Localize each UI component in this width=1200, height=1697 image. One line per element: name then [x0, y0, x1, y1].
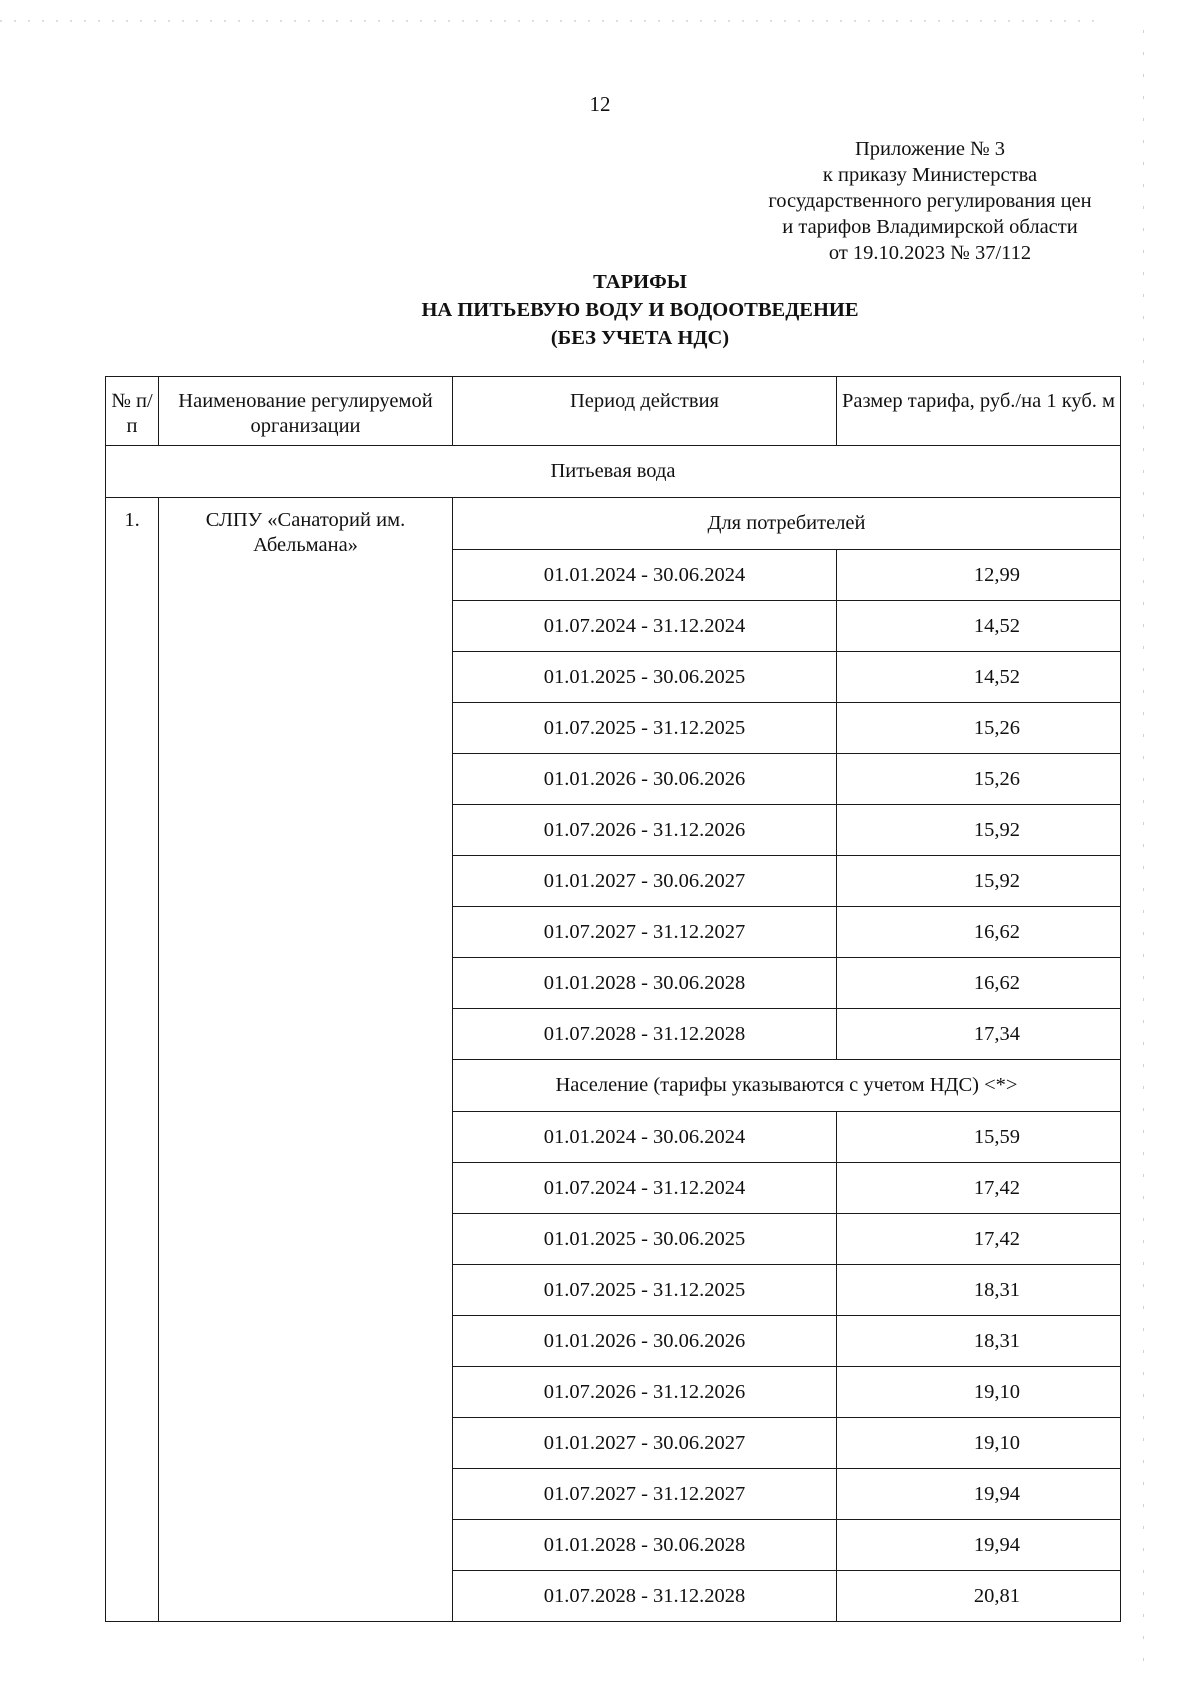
rate-cell: 18,31	[837, 1265, 1121, 1316]
row-number: 1.	[106, 498, 159, 1622]
rate-cell: 15,92	[837, 856, 1121, 907]
period-cell: 01.07.2025 - 31.12.2025	[453, 1265, 837, 1316]
rate-cell: 19,10	[837, 1418, 1121, 1469]
document-title	[300, 268, 980, 352]
rate-cell: 15,26	[837, 754, 1121, 805]
scan-artifact-edge	[1143, 30, 1144, 1670]
title-line: ТАРИФЫ	[593, 271, 687, 293]
title-line: НА ПИТЬЕВУЮ ВОДУ И ВОДООТВЕДЕНИЕ	[421, 299, 859, 321]
appendix-line: Приложение № 3	[854, 138, 1006, 160]
header-organization: Наименование регулируемой организации	[159, 377, 453, 446]
period-cell: 01.07.2025 - 31.12.2025	[453, 703, 837, 754]
period-cell: 01.07.2024 - 31.12.2024	[453, 1163, 837, 1214]
rate-cell: 19,94	[837, 1520, 1121, 1571]
group-header-row	[106, 498, 1121, 550]
rate-cell: 17,34	[837, 1009, 1121, 1060]
tariff-table	[105, 376, 1121, 1622]
scan-artifact-top	[0, 20, 1100, 22]
period-cell: 01.01.2027 - 30.06.2027	[453, 1418, 837, 1469]
header-period: Период действия	[453, 377, 837, 446]
title-line: (БЕЗ УЧЕТА НДС)	[550, 327, 730, 349]
rate-cell: 14,52	[837, 652, 1121, 703]
period-cell: 01.07.2026 - 31.12.2026	[453, 1367, 837, 1418]
rate-cell: 19,10	[837, 1367, 1121, 1418]
group-label: Для потребителей	[453, 498, 1121, 550]
rate-cell: 15,59	[837, 1112, 1121, 1163]
rate-cell: 15,26	[837, 703, 1121, 754]
appendix-line: к приказу Министерства	[822, 164, 1038, 186]
appendix-line: государственного регулирования цен	[768, 190, 1092, 212]
section-label: Питьевая вода	[106, 446, 1121, 498]
rate-cell: 16,62	[837, 958, 1121, 1009]
period-cell: 01.01.2028 - 30.06.2028	[453, 958, 837, 1009]
rate-cell: 20,81	[837, 1571, 1121, 1622]
period-cell: 01.01.2027 - 30.06.2027	[453, 856, 837, 907]
appendix-line: от 19.10.2023 № 37/112	[828, 242, 1032, 264]
appendix-line: и тарифов Владимирской области	[782, 216, 1078, 238]
period-cell: 01.01.2024 - 30.06.2024	[453, 550, 837, 601]
period-cell: 01.07.2027 - 31.12.2027	[453, 1469, 837, 1520]
period-cell: 01.01.2026 - 30.06.2026	[453, 754, 837, 805]
appendix-block	[710, 136, 1150, 266]
period-cell: 01.01.2028 - 30.06.2028	[453, 1520, 837, 1571]
period-cell: 01.01.2024 - 30.06.2024	[453, 1112, 837, 1163]
header-rate: Размер тарифа, руб./на 1 куб. м	[837, 377, 1121, 446]
period-cell: 01.01.2025 - 30.06.2025	[453, 1214, 837, 1265]
rate-cell: 19,94	[837, 1469, 1121, 1520]
period-cell: 01.07.2026 - 31.12.2026	[453, 805, 837, 856]
section-row	[106, 446, 1121, 498]
period-cell: 01.01.2026 - 30.06.2026	[453, 1316, 837, 1367]
rate-cell: 18,31	[837, 1316, 1121, 1367]
group-label: Население (тарифы указываются с учетом НДС) <*>	[453, 1060, 1121, 1112]
header-row	[106, 377, 1121, 446]
rate-cell: 16,62	[837, 907, 1121, 958]
rate-cell: 14,52	[837, 601, 1121, 652]
organization-name: СЛПУ «Санаторий им. Абельмана»	[159, 498, 453, 1622]
period-cell: 01.07.2027 - 31.12.2027	[453, 907, 837, 958]
rate-cell: 17,42	[837, 1163, 1121, 1214]
period-cell: 01.07.2028 - 31.12.2028	[453, 1009, 837, 1060]
header-number: № п/п	[106, 377, 159, 446]
period-cell: 01.01.2025 - 30.06.2025	[453, 652, 837, 703]
period-cell: 01.07.2028 - 31.12.2028	[453, 1571, 837, 1622]
rate-cell: 17,42	[837, 1214, 1121, 1265]
rate-cell: 15,92	[837, 805, 1121, 856]
rate-cell: 12,99	[837, 550, 1121, 601]
period-cell: 01.07.2024 - 31.12.2024	[453, 601, 837, 652]
page-number: 12	[589, 92, 611, 116]
